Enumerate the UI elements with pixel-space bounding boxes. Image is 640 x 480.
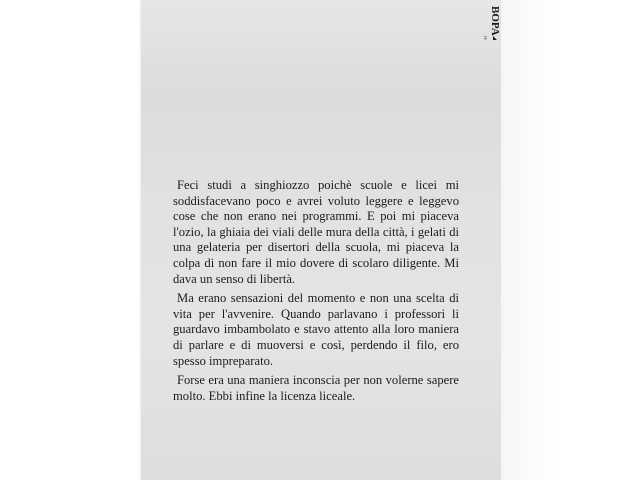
logo-small-text: re — [482, 36, 487, 40]
logo-text: BOPA — [489, 6, 501, 36]
logo-arrow-icon — [493, 36, 497, 40]
body-text — [173, 178, 459, 408]
background-edge — [501, 0, 640, 480]
paragraph: Feci studi a singhiozzo poichè scuole e licei mi soddisfacevano poco e avrei voluto leggere e leggevo cose che non erano nei programmi. E poi mi piaceva l'ozio, la ghiaia dei viali delle mura della città, i gelati di una gelateria per disertori della scuola, mi piaceva la colpa di non fare il mio dovere di scolaro diligente. Mi dava un senso di libertà. — [173, 178, 459, 286]
paragraph: Forse era una maniera inconscia per non volerne sapere molto. Ebbi infine la licenza liceale. — [173, 373, 459, 403]
paragraph: Ma erano sensazioni del momento e non una scelta di vita per l'avvenire. Quando parlavano i professori li guardavo imbambolato e stavo attento alla loro maniera di parlare e di muoversi e così, perdendo il filo, ero spesso impreparato. — [173, 291, 459, 368]
publisher-logo — [478, 4, 501, 44]
